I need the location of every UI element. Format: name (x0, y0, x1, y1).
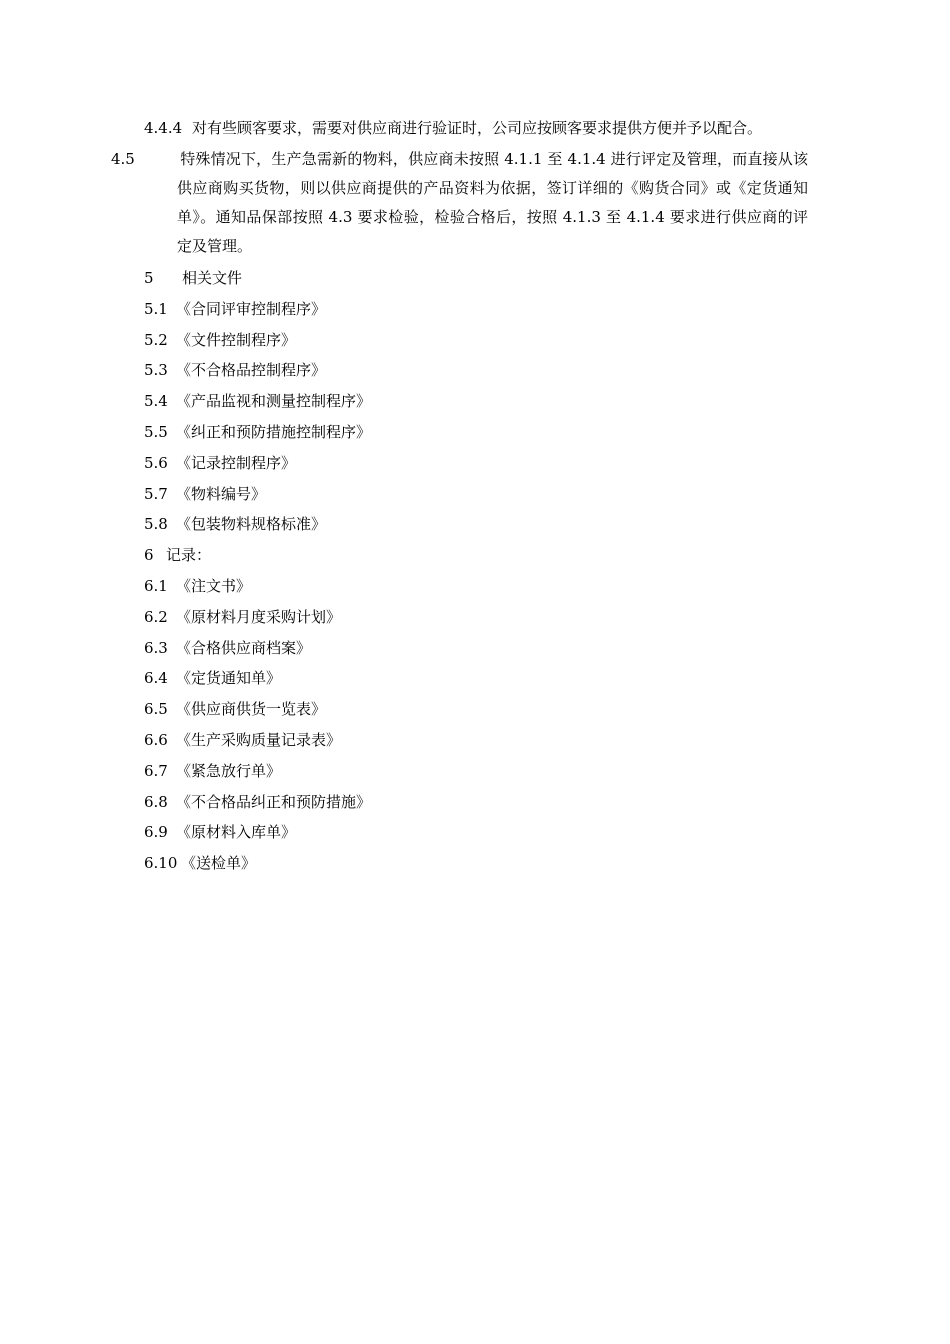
item-number: 5.5 (144, 422, 168, 441)
list-item (144, 294, 808, 325)
item-number: 6.6 (144, 730, 168, 749)
list-item (144, 848, 808, 879)
item-number: 6.8 (144, 792, 168, 811)
item-text: 《供应商供货一览表》 (176, 700, 327, 719)
list-item (144, 417, 808, 448)
item-number: 6.3 (144, 638, 168, 657)
paragraph-number: 4.5 (111, 150, 135, 168)
item-number: 5.6 (144, 453, 168, 472)
item-text: 《不合格品控制程序》 (176, 361, 327, 380)
list-item (144, 694, 808, 725)
list-item (144, 509, 808, 540)
item-number: 6.7 (144, 761, 168, 780)
list-item (144, 663, 808, 694)
item-text: 《纠正和预防措施控制程序》 (176, 422, 372, 441)
section-title: 记录： (166, 546, 212, 565)
item-number: 6.2 (144, 607, 168, 626)
item-number: 5.8 (144, 515, 168, 534)
paragraph-4-5 (111, 145, 808, 261)
paragraph-4-4-4 (144, 114, 808, 143)
paragraph-number: 4.4.4 (144, 119, 183, 137)
item-text: 《原材料入库单》 (176, 823, 297, 842)
paragraph-text: 对有些顾客要求，需要对供应商进行验证时，公司应按顾客要求提供方便并予以配合。 (192, 119, 763, 137)
item-number: 5.7 (144, 484, 168, 503)
item-text: 《注文书》 (176, 576, 252, 595)
item-text: 《不合格品纠正和预防措施》 (176, 792, 372, 811)
item-text: 《定货通知单》 (176, 669, 282, 688)
item-text: 《原材料月度采购计划》 (176, 607, 342, 626)
item-number: 5.2 (144, 330, 168, 349)
section-heading-5 (144, 263, 808, 294)
item-number: 5.3 (144, 361, 168, 380)
paragraph-text: 特殊情况下，生产急需新的物料，供应商未按照 4.1.1 至 4.1.4 进行评定及管理，而直接从该供应商购买货物，则以供应商提供的产品资料为依据，签订详细的《购货合同》或《定货通知单》。通知品保部按照 4.3 要求检验，检验合格后，按照 4.1.3 至 4.1.4 要求进行供应商的评定及管理。 (177, 150, 808, 255)
list-item (144, 571, 808, 602)
item-number: 5.1 (144, 299, 168, 318)
item-number: 5.4 (144, 392, 168, 411)
item-text: 《合格供应商档案》 (176, 638, 312, 657)
list-item (144, 787, 808, 818)
list-item (144, 448, 808, 479)
list-item (144, 325, 808, 356)
item-number: 6.9 (144, 823, 168, 842)
item-text: 《包装物料规格标准》 (176, 515, 327, 534)
item-text: 《产品监视和测量控制程序》 (176, 392, 372, 411)
section-heading-6 (144, 540, 808, 571)
list-item (144, 386, 808, 417)
item-text: 《物料编号》 (176, 484, 267, 503)
list-item (144, 725, 808, 756)
list-item (144, 355, 808, 386)
list-item (144, 756, 808, 787)
item-text: 《合同评审控制程序》 (176, 299, 327, 318)
item-number: 6.10 (144, 854, 178, 873)
item-number: 6.5 (144, 700, 168, 719)
list-item (144, 817, 808, 848)
list-item (144, 479, 808, 510)
section-title: 相关文件 (182, 269, 243, 287)
item-number: 6.1 (144, 576, 168, 595)
item-text: 《文件控制程序》 (176, 330, 297, 349)
item-text: 《记录控制程序》 (176, 453, 297, 472)
item-text: 《紧急放行单》 (176, 761, 282, 780)
section-number: 5 (144, 269, 154, 287)
list-item (144, 633, 808, 664)
item-number: 6.4 (144, 669, 168, 688)
list-item (144, 602, 808, 633)
section-number: 6 (144, 546, 154, 565)
item-text: 《生产采购质量记录表》 (176, 730, 342, 749)
document-body (111, 114, 808, 879)
item-text: 《送检单》 (181, 854, 257, 873)
